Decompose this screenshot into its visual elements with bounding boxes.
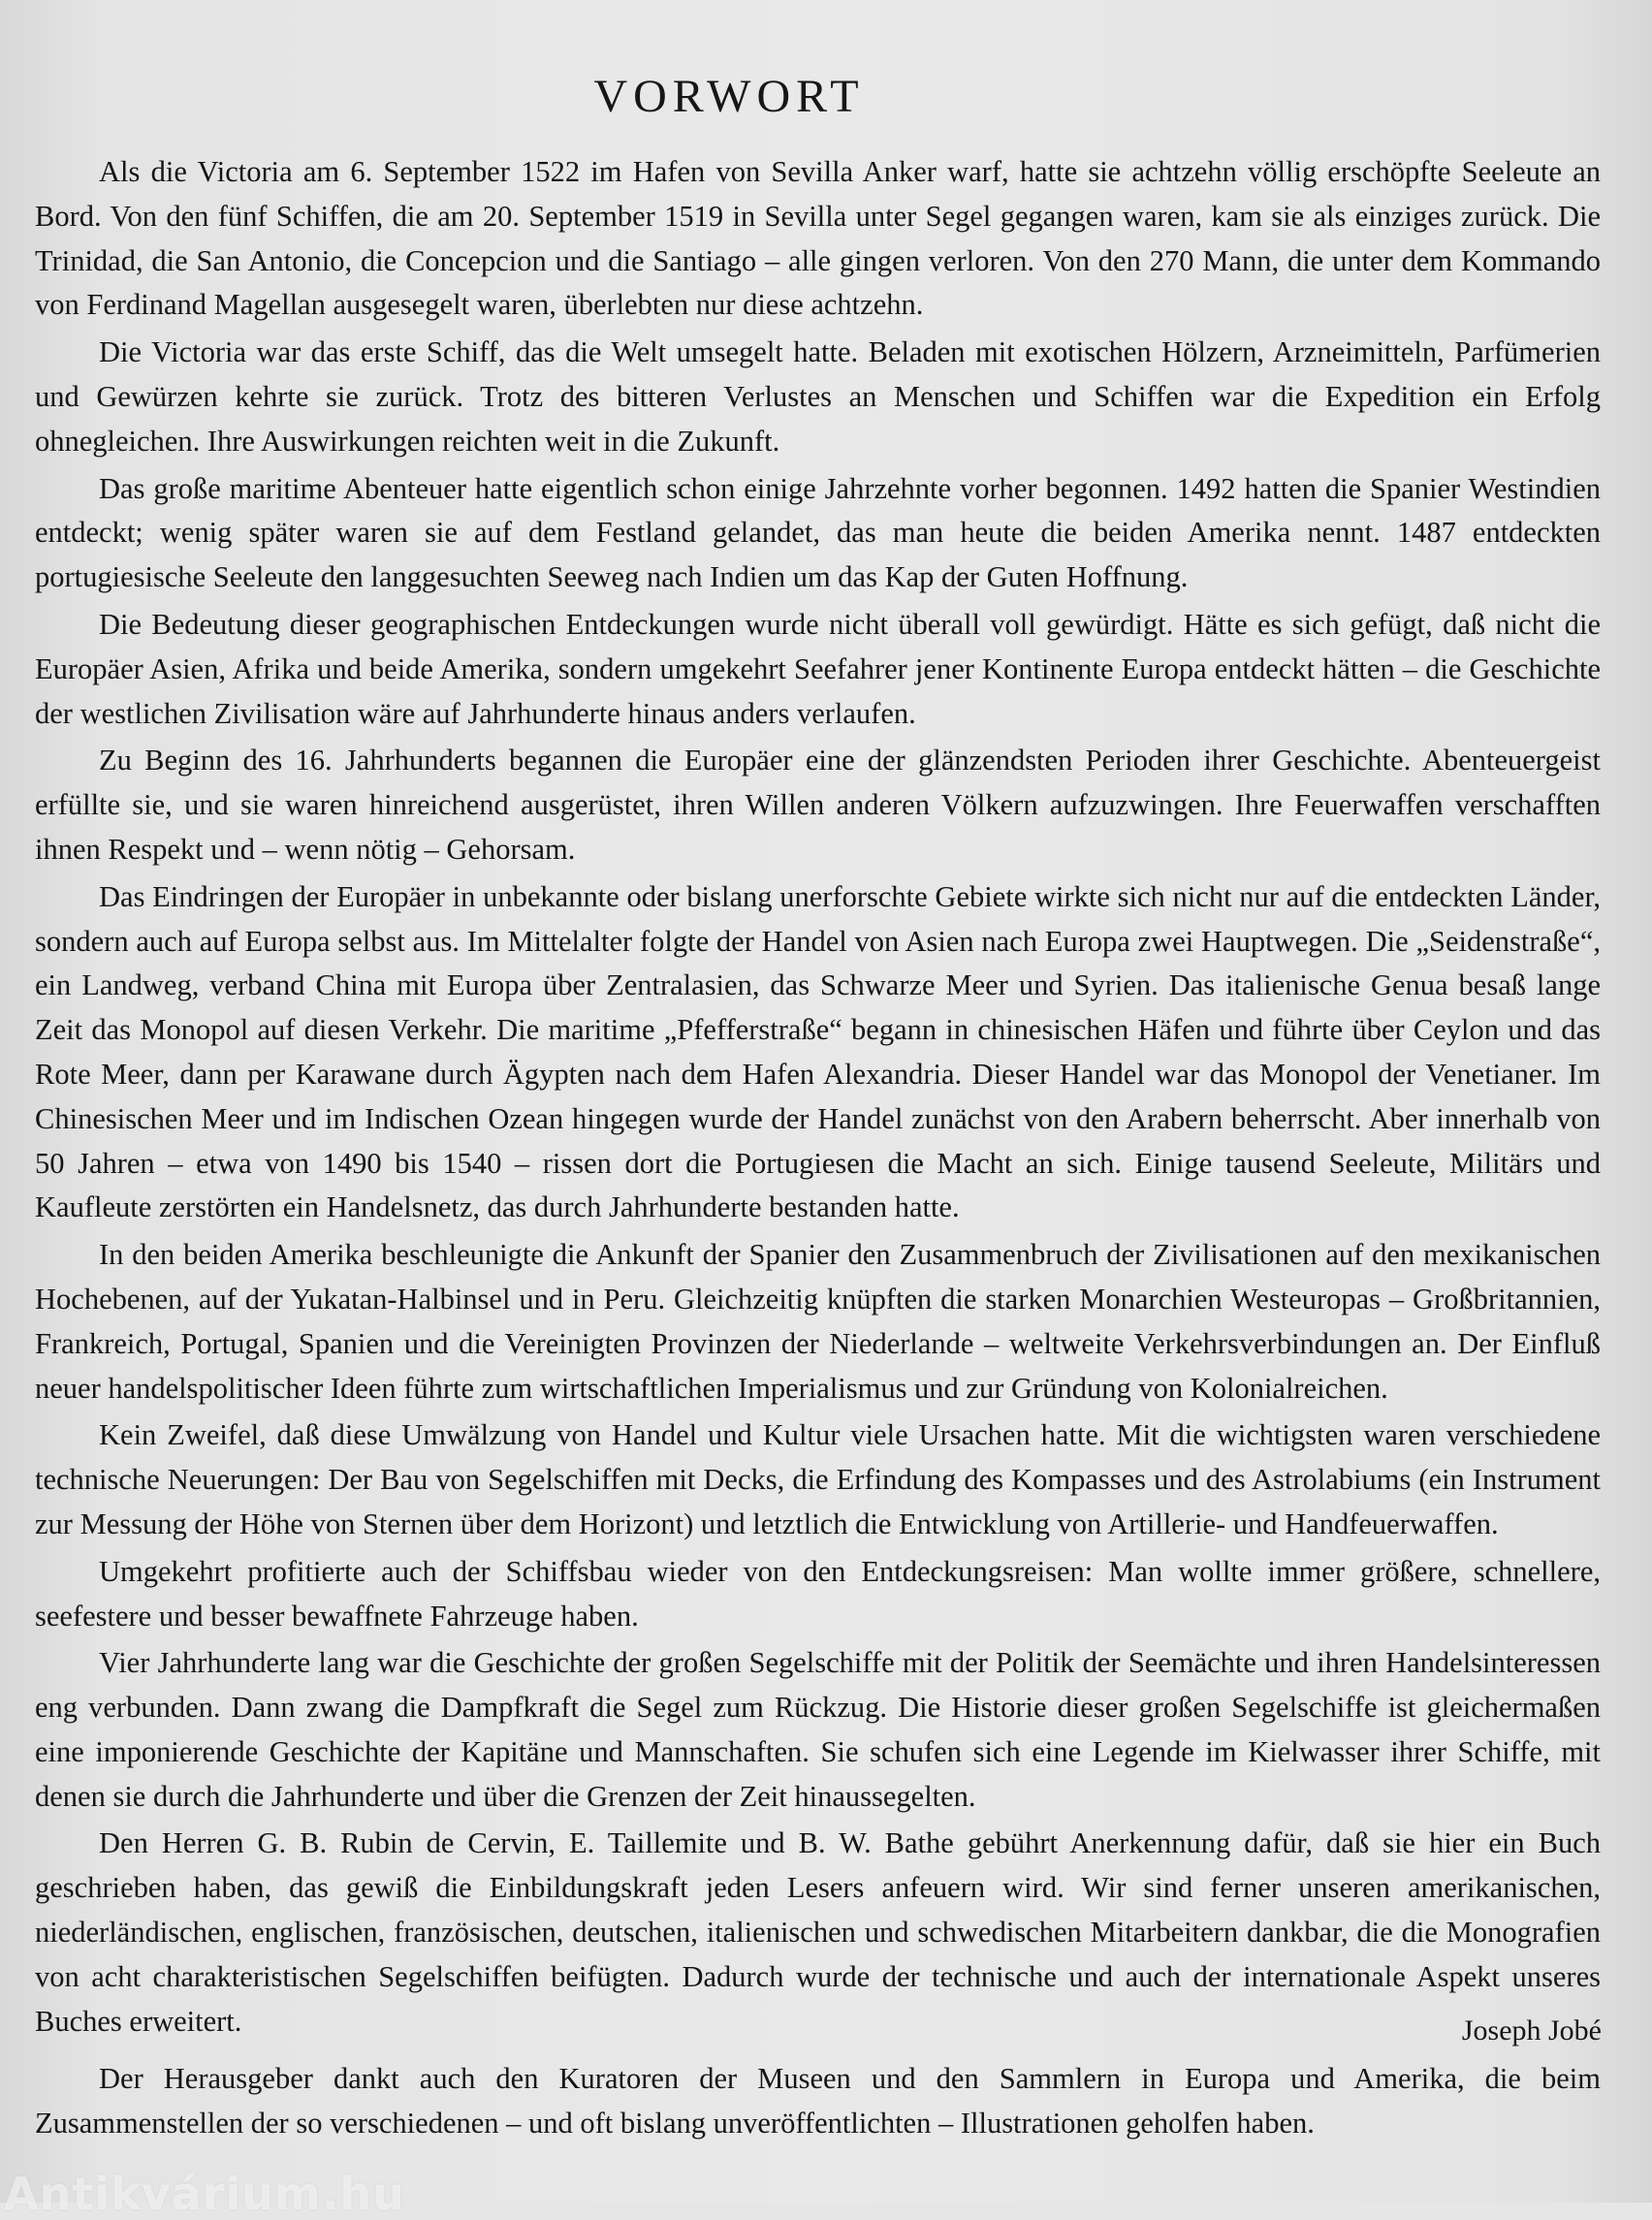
- paragraph: Kein Zweifel, daß diese Umwälzung von Handel und Kultur viele Ursachen hatte. Mit die wichtigsten waren verschiedene technische Neuerungen: Der Bau von Segelschiffen mit Decks, die Erfindung des Kompasses und des Astrolabiums (ein Instrument zur Messung der Höhe von Sternen über dem Horizont) und letztlich die Entwicklung von Artillerie- und Handfeuerwaffen.: [35, 1418, 1601, 1540]
- paragraph: Das Eindringen der Europäer in unbekannte oder bislang unerforschte Gebiete wirkte sich nicht nur auf die entdeckten Länder, sondern auch auf Europa selbst aus. Im Mittelalter folgte der Handel von Asien nach Europa zwei Hauptwegen. Die „Seidenstraße“, ein Landweg, verband China mit Europa über Zentralasien, das Schwarze Meer und Syrien. Das italienische Genua besaß lange Zeit das Monopol auf diesen Verkehr. Die maritime „Pfefferstraße“ begann in chinesischen Häfen und führte über Ceylon und das Rote Meer, dann per Karawane durch Ägypten nach dem Hafen Alexandria. Dieser Handel war das Monopol der Venetianer. Im Chinesischen Meer und im Indischen Ozean hingegen wurde der Handel zunächst von den Arabern beherrscht. Aber innerhalb von 50 Jahren – etwa von 1490 bis 1540 – rissen dort die Portugiesen die Macht an sich. Einige tausend Seeleute, Militärs und Kaufleute zerstörten ein Handelsnetz, das durch Jahrhunderte bestanden hatte.: [35, 879, 1601, 1224]
- author-signature: Joseph Jobé: [1461, 2014, 1602, 2046]
- foreword-text: [35, 150, 1601, 2149]
- paragraph: Umgekehrt profitierte auch der Schiffsbau wieder von den Entdeckungsreisen: Man wollte immer größere, schnellere, seefestere und besser bewaffnete Fahrzeuge haben.: [35, 1554, 1601, 1633]
- paragraph: Als die Victoria am 6. September 1522 im Hafen von Sevilla Anker warf, hatte sie achtzehn völlig erschöpfte Seeleute an Bord. Von den fünf Schiffen, die am 20. September 1519 in Sevilla unter Segel gegangen waren, kam sie als einziges zurück. Die Trinidad, die San Antonio, die Concepcion und die Santiago – alle gingen verloren. Von den 270 Mann, die unter dem Kommando von Ferdinand Magellan ausgesegelt waren, überlebten nur diese achtzehn.: [35, 155, 1601, 322]
- paragraph: Den Herren G. B. Rubin de Cervin, E. Taillemite und B. W. Bathe gebührt Anerkennung dafür, daß sie hier ein Buch geschrieben haben, das gewiß die Einbildungskraft jeden Lesers anfeuern wird. Wir sind ferner unseren amerikanischen, niederländischen, englischen, französischen, deutschen, italienischen und schwedischen Mitarbeitern dankbar, die die Monografien von acht charakteristischen Segelschiffen beifügten. Dadurch wurde der technische und auch der internationale Aspekt unseres Buches erweitert.: [35, 1826, 1601, 2038]
- paragraph: Der Herausgeber dankt auch den Kuratoren der Museen und den Sammlern in Europa und Amerika, die beim Zusammenstellen der so verschiedenen – und oft bislang unveröffentlichten – Illustrationen geholfen haben.: [35, 2062, 1601, 2141]
- page-title: VORWORT: [593, 71, 865, 122]
- watermark: Antikvárium.hu: [4, 2168, 405, 2220]
- paragraph: Das große maritime Abenteuer hatte eigentlich schon einige Jahrzehnte vorher begonnen. 1492 hatten die Spanier Westindien entdeckt; wenig später waren sie auf dem Festland gelandet, das man heute die beiden Amerika nennt. 1487 entdeckten portugiesische Seeleute den langgesuchten Seeweg nach Indien um das Kap der Guten Hoffnung.: [35, 471, 1601, 594]
- paragraph: In den beiden Amerika beschleunigte die Ankunft der Spanier den Zusammenbruch der Zivilisationen auf den mexikanischen Hochebenen, auf der Yukatan-Halbinsel und in Peru. Gleichzeitig knüpften die starken Monarchien Westeuropas – Großbritannien, Frankreich, Portugal, Spanien und die Vereinigten Provinzen der Niederlande – weltweite Verkehrsverbindungen an. Der Einfluß neuer handelspolitischer Ideen führte zum wirtschaftlichen Imperialismus und zur Gründung von Kolonialreichen.: [35, 1238, 1601, 1405]
- paragraph: Vier Jahrhunderte lang war die Geschichte der großen Segelschiffe mit der Politik der Seemächte und ihren Handelsinteressen eng verbunden. Dann zwang die Dampfkraft die Segel zum Rückzug. Die Historie dieser großen Segelschiffe ist gleichermaßen eine imponierende Geschichte der Kapitäne und Mannschaften. Sie schufen sich eine Legende im Kielwasser ihrer Schiffe, mit denen sie durch die Jahrhunderte und über die Grenzen der Zeit hinaussegelten.: [35, 1646, 1601, 1813]
- paragraph: Zu Beginn des 16. Jahrhunderts begannen die Europäer eine der glänzendsten Perioden ihrer Geschichte. Abenteuergeist erfüllte sie, und sie waren hinreichend ausgerüstet, ihren Willen anderen Völkern aufzuzwingen. Ihre Feuerwaffen verschafften ihnen Respekt und – wenn nötig – Gehorsam.: [35, 744, 1601, 866]
- paragraph: Die Victoria war das erste Schiff, das die Welt umsegelt hatte. Beladen mit exotischen Hölzern, Arzneimitteln, Parfümerien und Gewürzen kehrte sie zurück. Trotz des bitteren Verlustes an Menschen und Schiffen war die Expedition ein Erfolg ohnegleichen. Ihre Auswirkungen reichten weit in die Zukunft.: [35, 335, 1601, 458]
- paragraph: Die Bedeutung dieser geographischen Entdeckungen wurde nicht überall voll gewürdigt. Hätte es sich gefügt, daß nicht die Europäer Asien, Afrika und beide Amerika, sondern umgekehrt Seefahrer jener Kontinente Europa entdeckt hätten – die Geschichte der westlichen Zivilisation wäre auf Jahrhunderte hinaus anders verlaufen.: [35, 607, 1601, 730]
